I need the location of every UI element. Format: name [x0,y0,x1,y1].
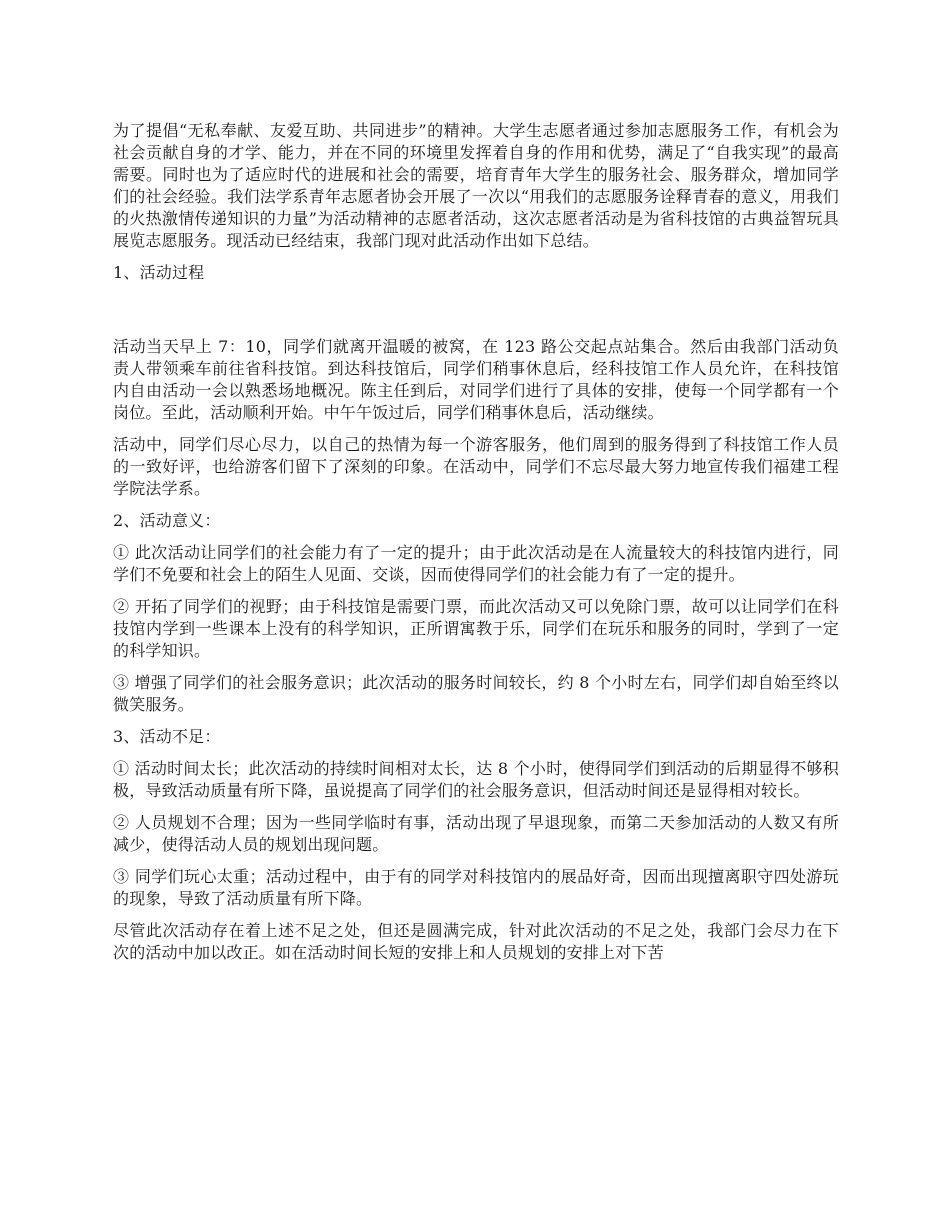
significance-item-1: ① 此次活动让同学们的社会能力有了一定的提升；由于此次活动是在人流量较大的科技馆内进行，同学们不免要和社会上的陌生人见面、交谈，因而使得同学们的社会能力有了一定的提升。 [113,543,839,584]
process-paragraph-1: 活动当天早上 7：10，同学们就离开温暖的被窝，在 123 路公交起点站集合。然后由我部门活动负责人带领乘车前往省科技馆。到达科技馆后，同学们稍事休息后，经科技馆工作人员允许，在科技馆内自由活动一会以熟悉场地概况。陈主任到后，对同学们进行了具体的安排，使每一个同学都有一个岗位。至此，活动顺利开始。中午午饭过后，同学们稍事休息后，活动继续。 [113,337,839,422]
intro-paragraph: 为了提倡“无私奉献、友爱互助、共同进步”的精神。大学生志愿者通过参加志愿服务工作，有机会为社会贡献自身的才学、能力，并在不同的环境里发挥着自身的作用和优势，满足了“自我实现”的最高需要。同时也为了适应时代的进展和社会的需要，培育青年大学生的服务社会、服务群众，增加同学们的社会经验。我们法学系青年志愿者协会开展了一次以“用我们的志愿服务诠释青春的意义，用我们的火热激情传递知识的力量”为活动精神的志愿者活动，这次志愿者活动是为省科技馆的古典益智玩具展览志愿服务。现活动已经结束，我部门现对此活动作出如下总结。 [113,121,839,250]
section-heading-shortcomings: 3、活动不足： [113,727,221,746]
significance-item-2: ② 开拓了同学们的视野；由于科技馆是需要门票，而此次活动又可以免除门票，故可以让同学们在科技馆内学到一些课本上没有的科学知识，正所谓寓教于乐，同学们在玩乐和服务的同时，学到了一定的科学知识。 [113,597,839,660]
document-page [113,120,839,974]
shortcoming-item-1: ① 活动时间太长；此次活动的持续时间相对太长，达 8 个小时，使得同学们到活动的后期显得不够积极，导致活动质量有所下降，虽说提高了同学们的社会服务意识，但活动时间还是显得相对较长。 [113,759,839,800]
process-paragraph-2: 活动中，同学们尽心尽力，以自己的热情为每一个游客服务，他们周到的服务得到了科技馆工作人员的一致好评，也给游客们留下了深刻的印象。在活动中，同学们不忘尽最大努力地宣传我们福建工程学院法学系。 [113,435,839,498]
section-heading-process: 1、活动过程 [113,263,205,282]
significance-item-3: ③ 增强了同学们的社会服务意识；此次活动的服务时间较长，约 8 个小时左右，同学们却自始至终以微笑服务。 [113,673,839,714]
conclusion-paragraph: 尽管此次活动存在着上述不足之处，但还是圆满完成，针对此次活动的不足之处，我部门会尽力在下次的活动中加以改正。如在活动时间长短的安排上和人员规划的安排上对下苦 [113,921,839,962]
section-heading-significance: 2、活动意义： [113,511,221,530]
shortcoming-item-3: ③ 同学们玩心太重；活动过程中，由于有的同学对科技馆内的展品好奇，因而出现擅离职守四处游玩的现象，导致了活动质量有所下降。 [113,867,839,908]
shortcoming-item-2: ② 人员规划不合理；因为一些同学临时有事，活动出现了早退现象，而第二天参加活动的人数又有所减少，使得活动人员的规划出现问题。 [113,813,839,854]
